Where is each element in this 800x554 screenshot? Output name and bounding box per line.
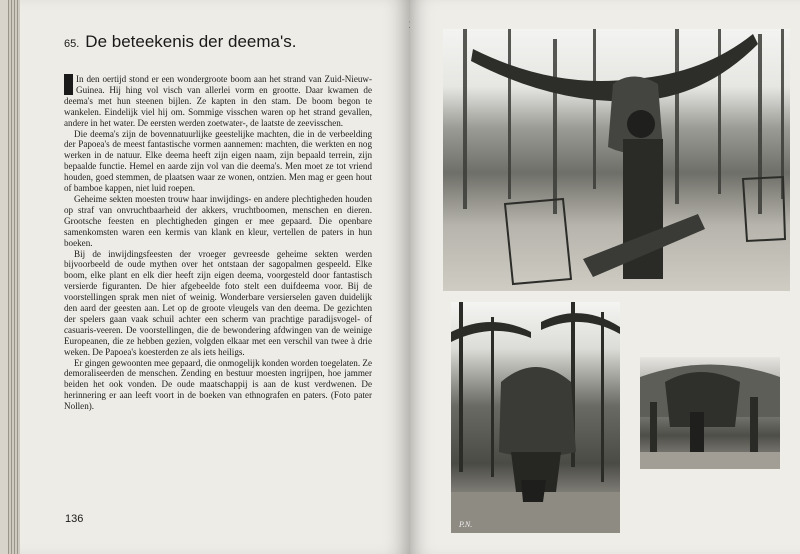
duifdeema-figure-photo bbox=[443, 29, 790, 291]
page-edge bbox=[8, 0, 20, 554]
left-page bbox=[8, 0, 410, 554]
section-number: 65. bbox=[64, 38, 80, 50]
initial-bar bbox=[64, 74, 73, 95]
page-number: 136 bbox=[65, 513, 84, 525]
palm-grove-deema-photo bbox=[451, 302, 620, 533]
section-heading bbox=[64, 32, 394, 52]
photographer-initials: P.N. bbox=[459, 520, 473, 529]
paragraph-4: Bij de inwijdingsfeesten der vroeger gevreesde geheime sekten werden bijvoorbeeld de oude mythen over het ontstaan der sagopalmen gespeeld. Elke boom, elke plant en elk dier heeft zijn eigen deema, voorgesteld door fantastisch versierde figuranten. De hier afgebeelde foto stelt een duifdeema voor. Bij de voorstellingen sprak men niet of weinig. Wonderbare versierselen gaven duidelijk den aard der geesten aan. Let op de groote vleugels van den deema. De gezichten der spelers gaan vaak schuil achter een scherm van prachtige paradijsvogel- of casuaris-veeren. De voorstellingen, die de bewondering afdwingen van de weinige Europeanen, die ze hebben gezien, volgden elkaar met een verschil van twee à drie weken. De Papoea's koesterden ze als iets heiligs. bbox=[64, 248, 372, 357]
paragraph-5: Er gingen gewoonten mee gepaard, die onmogelijk konden worden toegelaten. Ze demoraliseerden de menschen. Zending en bestuur moesten ingrijpen, hoe jammer beiden het ook vonden. De oude maatschappij is aan de kust verdwenen. De herinnering er aan leeft voort in de boeken van ethnografen en paters. (Foto pater Nollen). bbox=[64, 357, 372, 412]
article-body bbox=[64, 74, 372, 412]
deema-group-photo bbox=[640, 357, 780, 469]
paragraph-1: In den oertijd stond er een wondergroote boom aan het strand van Zuid-Nieuw-Guinea. Hij hing vol visch van allerlei vorm en grootte. Daar kwamen de deema's met hun steenen bijlen. Ze kapten in den stam. De boom begon te wankelen. Eindelijk viel hij om. Sommige visschen waren op het strand gevallen, andere in het water. De eersten werden zoetwater-, de laatste de zeevisschen. bbox=[64, 74, 372, 128]
paragraph-3: Geheime sekten moesten trouw haar inwijdings- en andere plechtigheden houden op straf van onvruchtbaarheid der akkers, vruchtboomen, menschen en dieren. Grootsche feesten en plechtigheden gingen er mee gepaard. Die openbare samenkomsten waren een kermis van klank en kleur, vertellen de paters in hun boeken. bbox=[64, 193, 372, 248]
section-title: De beteekenis der deema's. bbox=[85, 32, 297, 51]
paragraph-2: Die deema's zijn de bovennatuurlijke geestelijke machten, die in de verbeelding der Papoea's de meest fantastische vormen aannemen: machten, die werkten en nog werken in de natuur. Elke deema heeft zijn eigen naam, zijn bepaald terrein, zijn bepaalde functie. Hemel en aarde zijn vol van die deema's. Men moet ze tot vriend houden, goed stemmen, de plaatsen waar ze wonen, ontzien. Men mag er geen hout of bamboe kappen, niet luid roepen. bbox=[64, 128, 372, 194]
